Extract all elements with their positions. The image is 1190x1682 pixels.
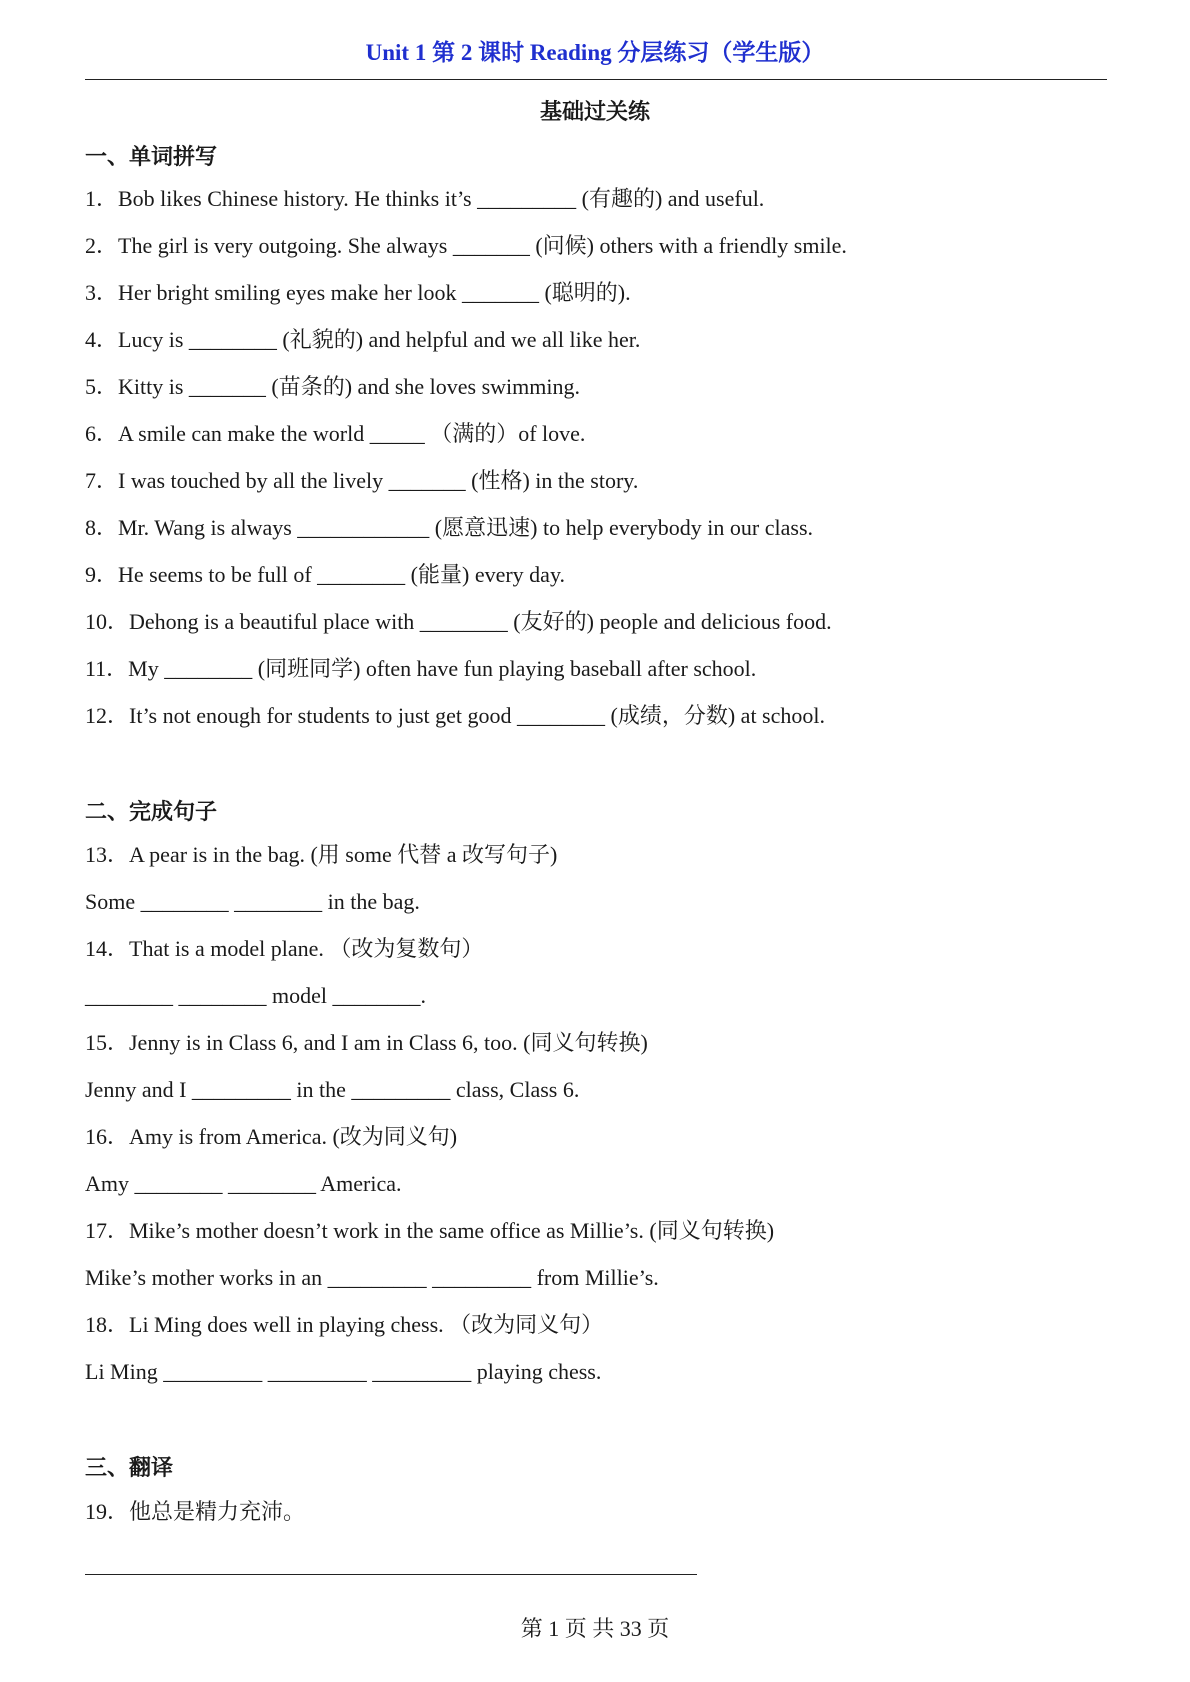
answer-blank-line — [85, 1574, 697, 1575]
document-title: Unit 1 第 2 课时 Reading 分层练习（学生版） — [365, 40, 825, 65]
answer-line: Li Ming _________ _________ _________ playing chess. — [85, 1359, 602, 1384]
question-line: 14．That is a model plane. （改为复数句） — [85, 936, 484, 961]
question-line: 8．Mr. Wang is always ____________ (愿意迅速) to help everybody in our class. — [85, 515, 814, 540]
question-line: 9．He seems to be full of ________ (能量) every day. — [85, 562, 566, 587]
answer-line: Amy ________ ________ America. — [85, 1171, 402, 1196]
question-line: 18．Li Ming does well in playing chess. （改为同义句） — [85, 1312, 604, 1337]
question-line: 6．A smile can make the world _____ （满的）of love. — [85, 421, 586, 446]
answer-line: ________ ________ model ________. — [85, 983, 426, 1008]
section-subtitle: 基础过关练 — [539, 99, 650, 124]
question-line: 1．Bob likes Chinese history. He thinks it’s _________ (有趣的) and useful. — [85, 186, 765, 211]
title-divider — [85, 79, 1107, 80]
question-line: 3．Her bright smiling eyes make her look _______ (聪明的). — [85, 280, 631, 305]
question-line: 16．Amy is from America. (改为同义句) — [85, 1124, 458, 1149]
page-footer: 第 1 页 共 33 页 — [520, 1616, 670, 1641]
question-line: 13．A pear is in the bag. (用 some 代替 a 改写句子) — [85, 842, 558, 867]
section-heading-translation: 三、翻译 — [85, 1455, 174, 1480]
answer-line: Jenny and I _________ in the _________ class, Class 6. — [85, 1077, 580, 1102]
question-line: 19．他总是精力充沛。 — [85, 1499, 306, 1524]
section-heading-sentences: 二、完成句子 — [85, 799, 218, 824]
question-line: 5．Kitty is _______ (苗条的) and she loves swimming. — [85, 374, 580, 399]
question-line: 10．Dehong is a beautiful place with ________ (友好的) people and delicious food. — [85, 609, 832, 634]
question-line: 17．Mike’s mother doesn’t work in the same office as Millie’s. (同义句转换) — [85, 1218, 775, 1243]
answer-line: Mike’s mother works in an _________ _________ from Millie’s. — [85, 1265, 659, 1290]
question-line: 4．Lucy is ________ (礼貌的) and helpful and we all like her. — [85, 327, 641, 352]
question-line: 15．Jenny is in Class 6, and I am in Class 6, too. (同义句转换) — [85, 1030, 648, 1055]
question-line: 7．I was touched by all the lively _______ (性格) in the story. — [85, 468, 639, 493]
question-line: 2．The girl is very outgoing. She always _______ (问候) others with a friendly smile. — [85, 233, 847, 258]
answer-line: Some ________ ________ in the bag. — [85, 889, 420, 914]
section-heading-spelling: 一、单词拼写 — [85, 144, 218, 169]
question-line: 12．It’s not enough for students to just get good ________ (成绩，分数) at school. — [85, 703, 825, 728]
question-line: 11．My ________ (同班同学) often have fun playing baseball after school. — [85, 656, 757, 681]
